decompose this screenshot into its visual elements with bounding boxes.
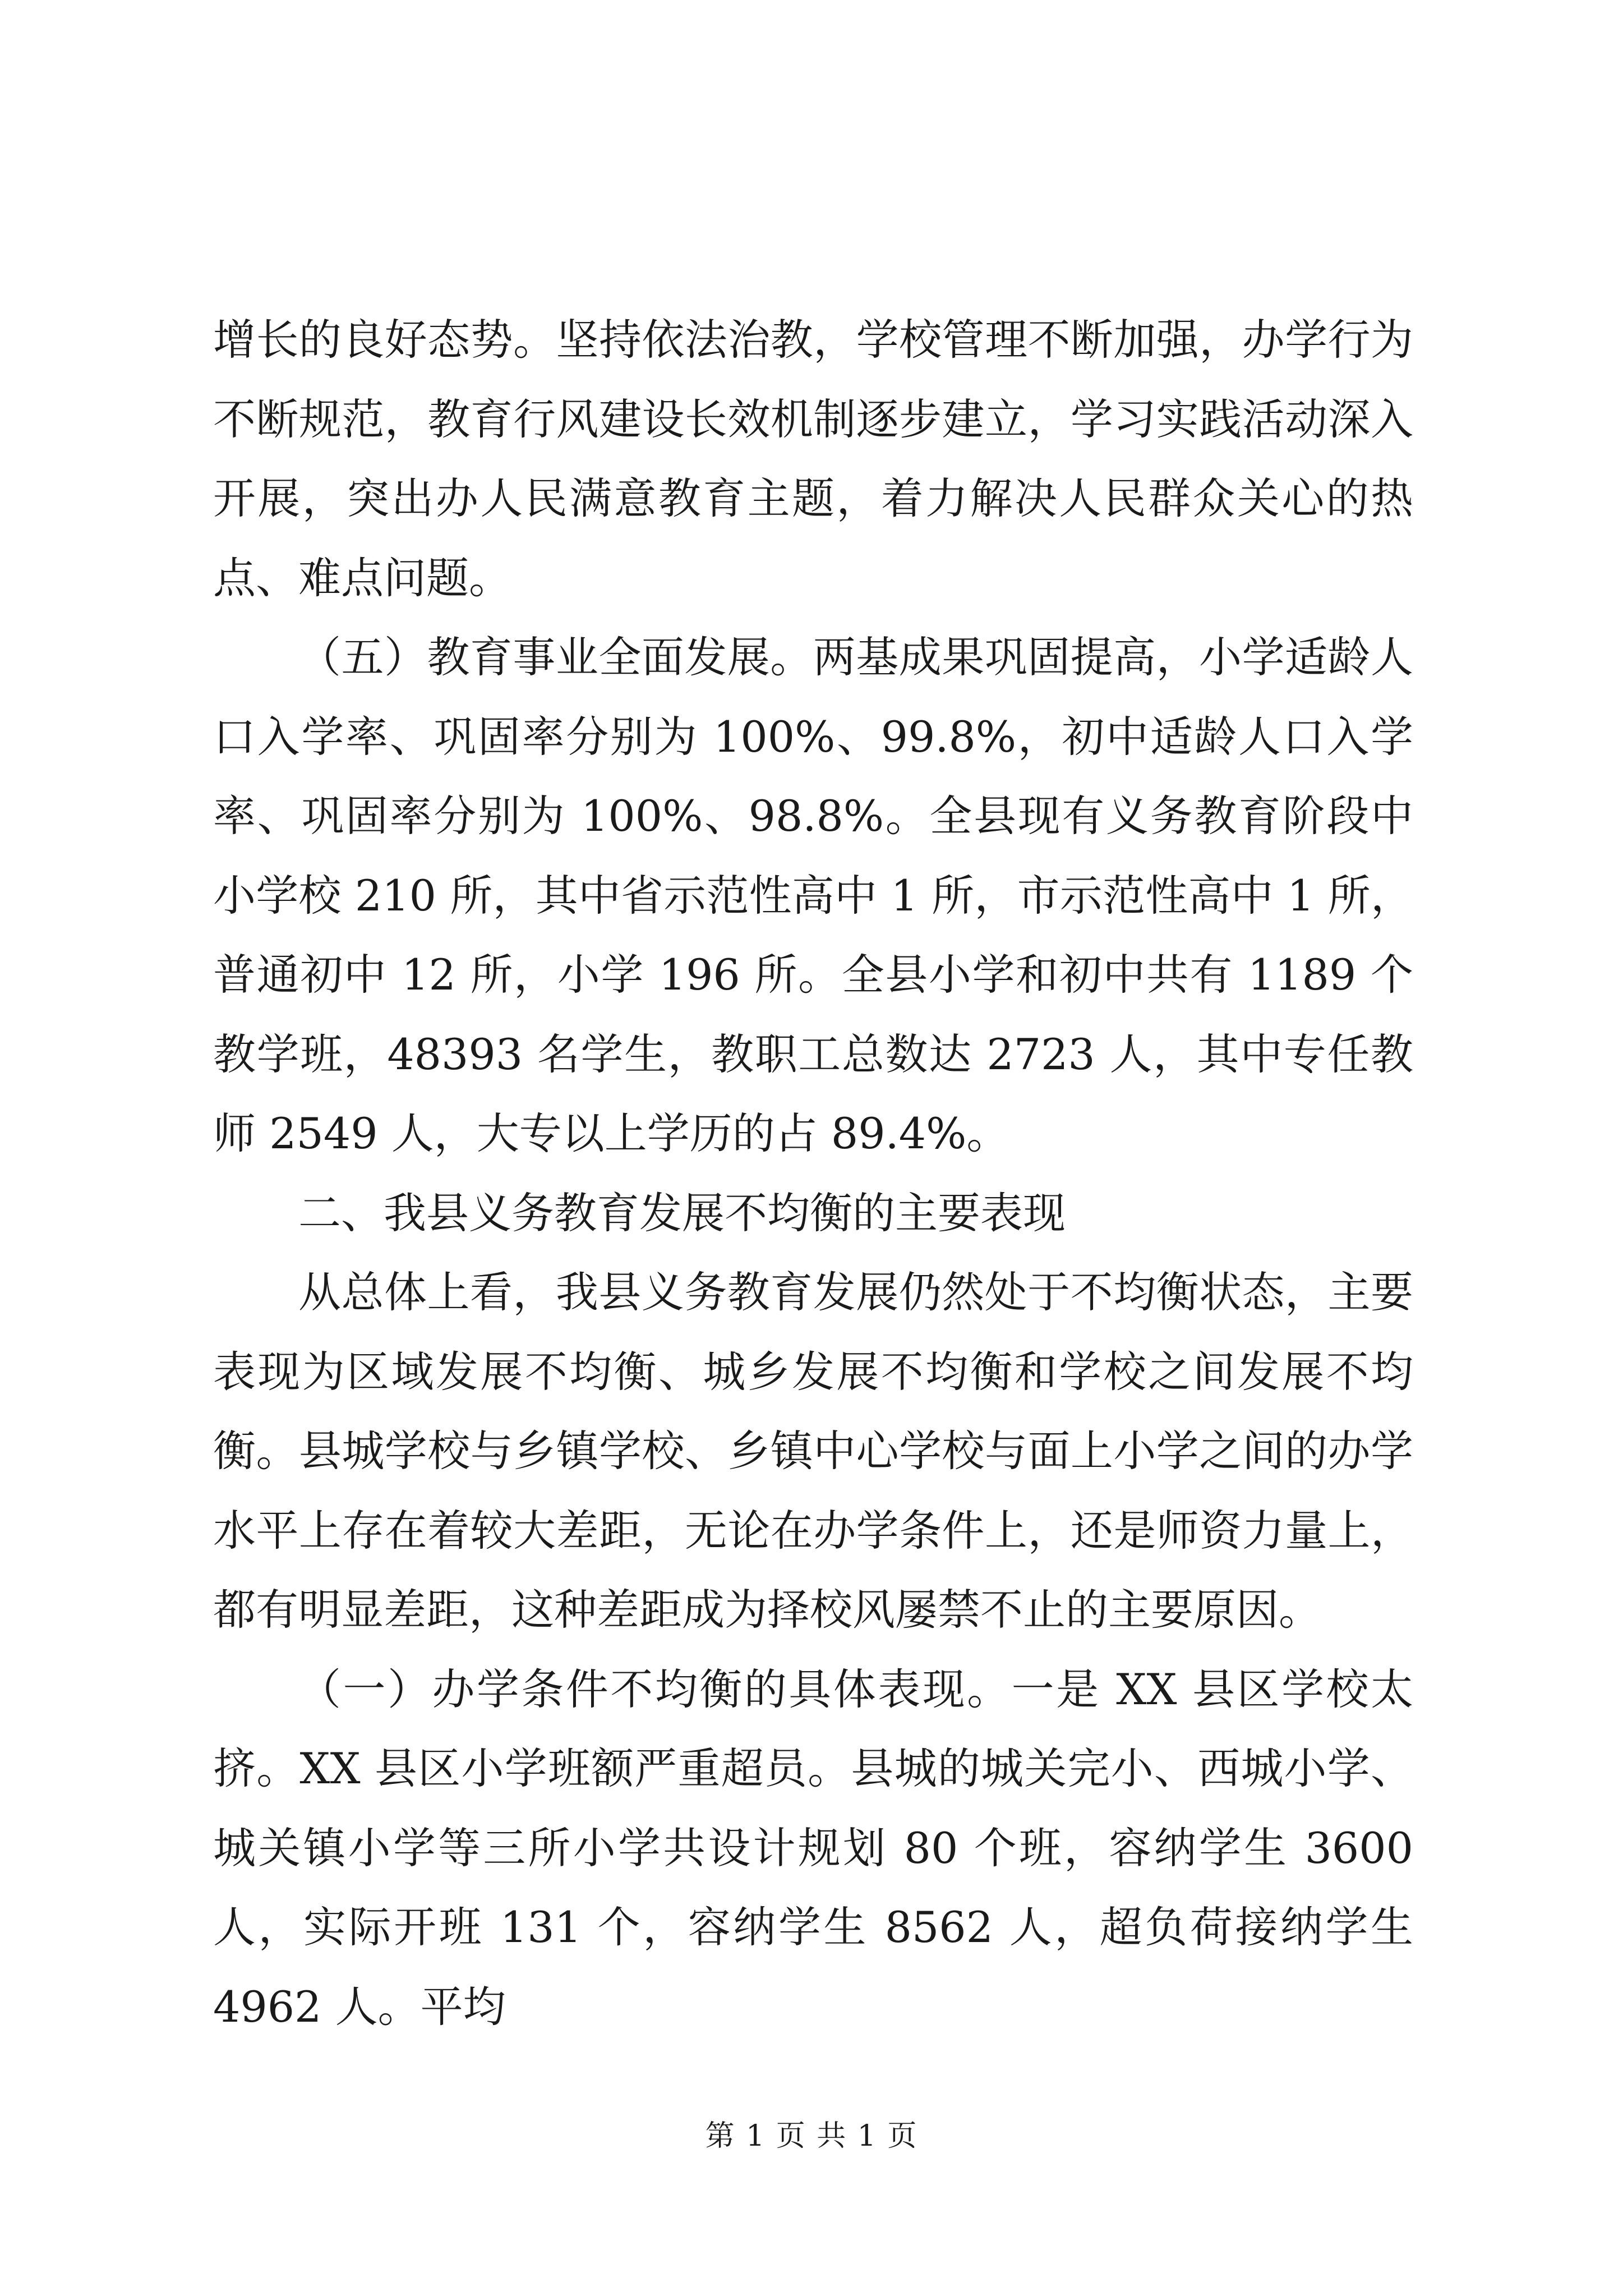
paragraph-3: 从总体上看，我县义务教育发展仍然处于不均衡状态，主要表现为区域发展不均衡、城乡发展不均衡和学校之间发展不均衡。县城学校与乡镇学校、乡镇中心学校与面上小学之间的办学水平上存在着较大差距，无论在办学条件上，还是师资力量上，都有明显差距，这种差距成为择校风屡禁不止的主要原因。 xyxy=(213,1267,1413,1635)
paragraph-1: 增长的良好态势。坚持依法治教，学校管理不断加强，办学行为不断规范，教育行风建设长效机制逐步建立，学习实践活动深入开展，突出办人民满意教育主题，着力解决人民群众关心的热点、难点问题。 xyxy=(213,315,1413,603)
document-body xyxy=(213,300,1413,2046)
page-footer: 第 1 页 共 1 页 xyxy=(705,2119,918,2153)
section-heading: 二、我县义务教育发展不均衡的主要表现 xyxy=(298,1188,1066,1238)
paragraph-2: （五）教育事业全面发展。两基成果巩固提高，小学适龄人口入学率、巩固率分别为 100%、99.8%，初中适龄人口入学率、巩固率分别为 100%、98.8%。全县现有义务教育阶段中小学校 210 所，其中省示范性高中 1 所，市示范性高中 1 所，普通初中 12 所，小学 196 所。全县小学和初中共有 1189 个教学班，48393 名学生，教职工总数达 2723 人，其中专任教师 2549 人，大专以上学历的占 89.4%。 xyxy=(213,632,1413,1158)
paragraph-4: （一）办学条件不均衡的具体表现。一是 XX 县区学校太挤。XX 县区小学班额严重超员。县城的城关完小、西城小学、城关镇小学等三所小学共设计规划 80 个班，容纳学生 3600 人，实际开班 131 个，容纳学生 8562 人，超负荷接纳学生 4962 人。平均 xyxy=(213,1664,1413,2032)
